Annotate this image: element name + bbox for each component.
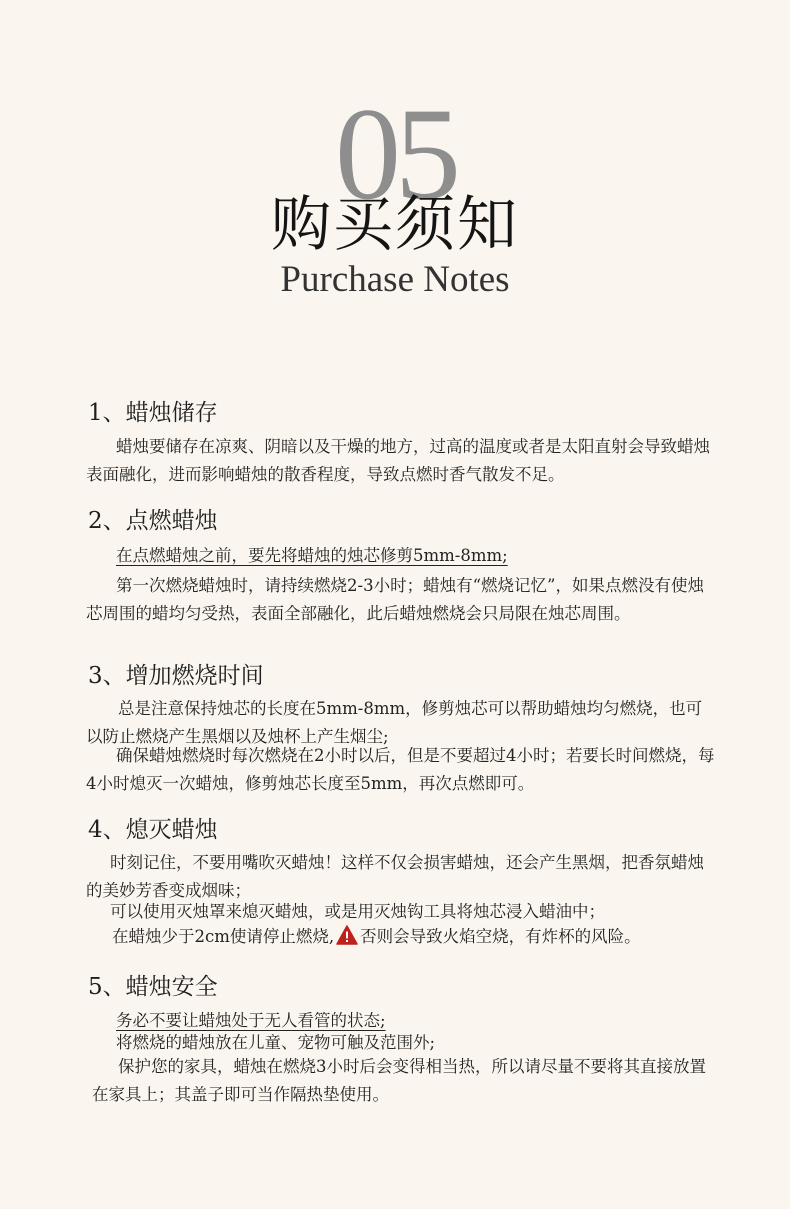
section-title-lighting: 2、点燃蜡烛 — [88, 508, 218, 534]
extinguish-warning-text-end: 否则会导致火焰空烧，有炸杯的风险。 — [360, 927, 641, 946]
extinguish-paragraph-warning — [112, 923, 641, 951]
page-title: 购买须知 — [271, 190, 519, 260]
section-title-extinguish: 4、熄灭蜡烛 — [88, 817, 218, 843]
lighting-paragraph-memory: 第一次燃烧蜡烛时，请持续燃烧2-3小时；蜡烛有“燃烧记忆”，如果点燃没有使烛芯周围的蜡均匀受热，表面全部融化，此后蜡烛燃烧会只局限在烛芯周围。 — [86, 576, 704, 623]
safety-paragraph-unattended: 务必不要让蜡烛处于无人看管的状态; — [116, 1011, 386, 1030]
safety-paragraph-children: 将燃烧的蜡烛放在儿童、宠物可触及范围外; — [116, 1033, 436, 1052]
lighting-paragraph-trim: 在点燃蜡烛之前，要先将蜡烛的烛芯修剪5mm-8mm; — [116, 546, 508, 565]
section-number: 05 — [335, 80, 455, 227]
page-header — [0, 0, 790, 320]
warning-icon — [336, 925, 358, 945]
safety-paragraph-furniture: 保护您的家具，蜡烛在燃烧3小时后会变得相当热，所以请尽量不要将其直接放置在家具上；其盖子即可当作隔热垫使用。 — [92, 1057, 706, 1104]
page-subtitle: Purchase Notes — [280, 259, 510, 300]
extinguish-warning-text-start: 在蜡烛少于2cm使请停止燃烧, — [112, 927, 335, 946]
section-title-safety: 5、蜡烛安全 — [88, 974, 218, 1000]
extinguish-paragraph-no-blow: 时刻记住，不要用嘴吹灭蜡烛！这样不仅会损害蜡烛，还会产生黑烟，把香氛蜡烛的美妙芳香变成烟味； — [86, 853, 704, 900]
section-title-storage: 1、蜡烛储存 — [88, 400, 218, 426]
section-title-burn-time: 3、增加燃烧时间 — [88, 663, 264, 689]
storage-paragraph: 蜡烛要储存在凉爽、阴暗以及干燥的地方，过高的温度或者是太阳直射会导致蜡烛表面融化，进而影响蜡烛的散香程度，导致点燃时香气散发不足。 — [86, 437, 710, 484]
burn-time-paragraph-wick: 总是注意保持烛芯的长度在5mm-8mm，修剪烛芯可以帮助蜡烛均匀燃烧，也可以防止燃烧产生黑烟以及烛杯上产生烟尘; — [86, 699, 703, 746]
extinguish-paragraph-snuffer: 可以使用灭烛罩来熄灭蜡烛，或是用灭烛钩工具将烛芯浸入蜡油中； — [110, 902, 605, 921]
burn-time-paragraph-duration: 确保蜡烛燃烧时每次燃烧在2小时以后，但是不要超过4小时；若要长时间燃烧，每4小时熄灭一次蜡烛，修剪烛芯长度至5mm，再次点燃即可。 — [86, 746, 715, 793]
